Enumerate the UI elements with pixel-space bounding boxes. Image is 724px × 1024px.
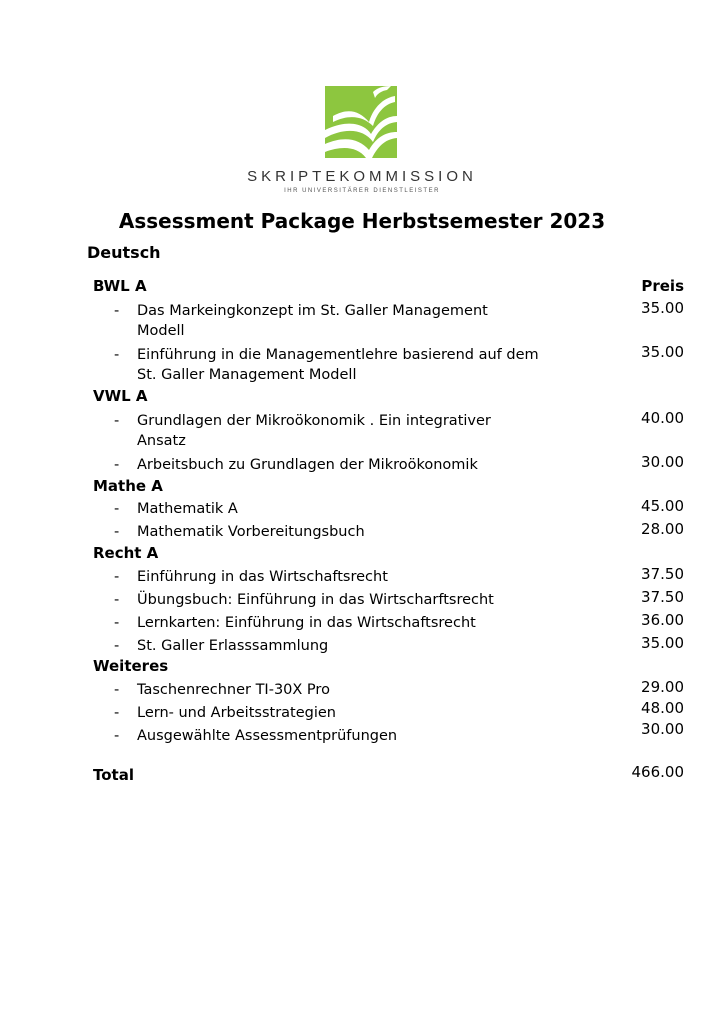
item-price: 40.00	[641, 409, 684, 427]
item-label: Taschenrechner TI-30X Pro	[137, 682, 330, 698]
green-book-logo-icon	[325, 86, 397, 158]
item-price: 35.00	[641, 634, 684, 652]
item-price: 37.50	[641, 588, 684, 606]
item-label: Lernkarten: Einführung in das Wirtschaftsrecht	[137, 615, 476, 631]
price-column-header: Preis	[641, 277, 684, 295]
item-label-continued: Ansatz	[137, 433, 186, 449]
language-heading: Deutsch	[87, 243, 161, 262]
item-label: Mathematik Vorbereitungsbuch	[137, 524, 365, 540]
section-heading-vwl: VWL A	[93, 387, 148, 405]
item-price: 48.00	[641, 699, 684, 717]
section-heading-recht: Recht A	[93, 544, 159, 562]
item-price: 28.00	[641, 520, 684, 538]
item-label: Grundlagen der Mikroökonomik . Ein integrativer	[137, 413, 491, 429]
item-label: Einführung in die Managementlehre basierend auf dem	[137, 347, 539, 363]
item-label: Arbeitsbuch zu Grundlagen der Mikroökonomik	[137, 457, 478, 473]
item-label-continued: St. Galler Management Modell	[137, 367, 357, 383]
item-label: Lern- und Arbeitsstrategien	[137, 705, 336, 721]
item-price: 35.00	[641, 343, 684, 361]
item-price: 30.00	[641, 720, 684, 738]
item-label-continued: Modell	[137, 323, 185, 339]
section-heading-mathe: Mathe A	[93, 477, 163, 495]
section-heading-bwl: BWL A	[93, 277, 147, 295]
item-label: Das Markeingkonzept im St. Galler Management	[137, 303, 488, 319]
item-label: Einführung in das Wirtschaftsrecht	[137, 569, 388, 585]
item-price: 45.00	[641, 497, 684, 515]
total-value: 466.00	[631, 763, 684, 781]
item-label: St. Galler Erlasssammlung	[137, 638, 329, 654]
page-title: Assessment Package Herbstsemester 2023	[118, 209, 606, 233]
item-price: 35.00	[641, 299, 684, 317]
total-label: Total	[93, 766, 134, 784]
item-price: 30.00	[641, 453, 684, 471]
section-heading-weiteres: Weiteres	[93, 657, 169, 675]
brand-name: SKRIPTEKOMMISSION	[247, 168, 477, 185]
item-label: Ausgewählte Assessmentprüfungen	[137, 728, 398, 744]
item-price: 37.50	[641, 565, 684, 583]
item-label: Übungsbuch: Einführung in das Wirtscharftsrecht	[137, 592, 494, 608]
item-price: 36.00	[641, 611, 684, 629]
item-label: Mathematik A	[137, 501, 238, 517]
item-price: 29.00	[641, 678, 684, 696]
brand-tagline: IHR UNIVERSITÄRER DIENSTLEISTER	[284, 188, 440, 194]
